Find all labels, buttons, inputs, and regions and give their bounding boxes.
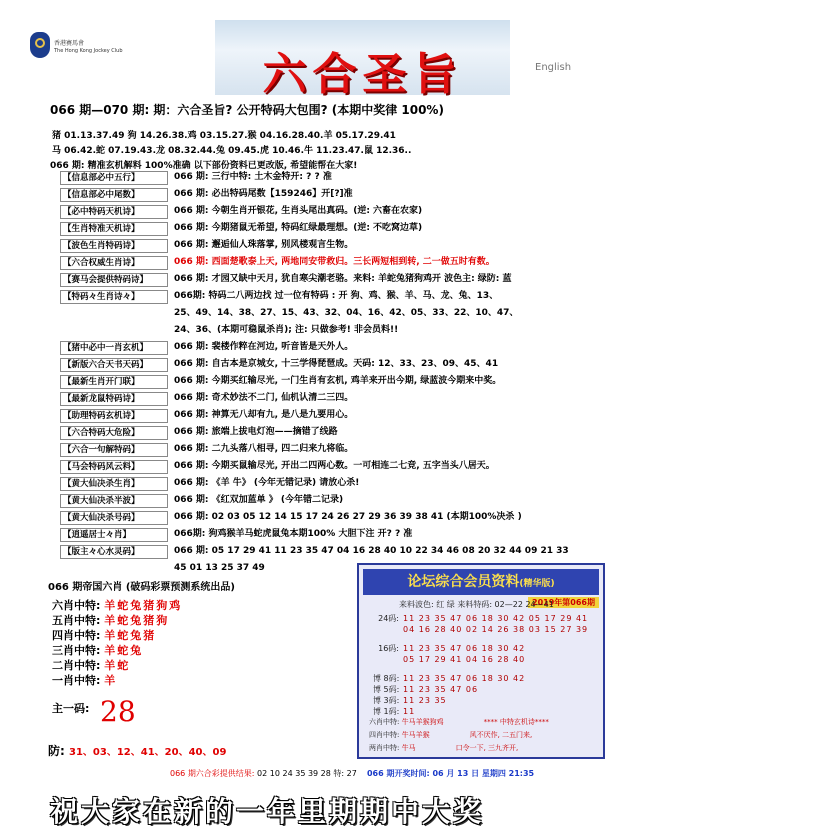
row-text: 066 期: 奇术妙法不二门, 仙机认清二三四。 [174, 393, 354, 403]
pick-value: 羊蛇兔猪狗 [104, 614, 170, 627]
row-text: 066 期: 今朝生肖开银花, 生肖头尾出真码。(逆: 六畜在农家) [174, 206, 423, 216]
pick-label: 三肖中特: [52, 644, 101, 657]
row-label: 【助理特码玄机诗】 [60, 409, 168, 423]
card-grid-values: 11 [403, 707, 416, 716]
card-title: 论坛综合会员资料 [407, 574, 520, 590]
card-grid [373, 613, 588, 717]
row-text: 066 期: 今期买红输尽光, 一门生肖有玄机, 鸡羊来开出今期, 绿蓝波今期来中奖。 [174, 376, 502, 386]
row-text: 066 期: 《羊 牛》 (今年无错记录) 请放心杀! [174, 478, 360, 488]
card-grid-label: 24码: [378, 614, 399, 623]
row-label: 【马会特码风云料】 [60, 460, 168, 474]
backup-label: 防: [48, 744, 65, 758]
row-label: 【信息部必中五行】 [60, 171, 168, 185]
card-footer-value: 牛马羊猴狗鸡 [401, 718, 444, 726]
pick-label: 二肖中特: [52, 659, 101, 672]
card-grid-row [373, 643, 588, 654]
row-label: 【版主々心水灵码】 [60, 545, 168, 559]
row-label: 【信息部必中尾数】 [60, 188, 168, 202]
card-grid-label: 16码: [378, 644, 399, 653]
card-footer-label: 四肖中特: [369, 731, 400, 739]
card-grid-values: 11 23 35 [403, 696, 447, 705]
pick-value: 羊 [104, 674, 118, 687]
card-grid-label: 博 8码: [373, 674, 400, 683]
card-year-badge: 2019年第066期 [528, 597, 599, 608]
card-grid-values: 11 23 35 47 06 18 30 42 05 17 29 41 [403, 614, 589, 623]
backup-value: 31、03、12、41、20、40、09 [69, 747, 227, 758]
card-footer-label: 六肖中特: [369, 718, 400, 726]
result-prefix: 066 期六合彩提供结果: [170, 769, 255, 778]
pick-value: 羊蛇兔猪 [104, 629, 157, 642]
row-text: 066 期: 邂逅仙人珠落掌, 别风楼观言生物。 [174, 240, 354, 250]
row-label: 【必中特码天机诗】 [60, 205, 168, 219]
card-footer-row [369, 730, 532, 740]
row-label: 【黄大仙决杀生肖】 [60, 477, 168, 491]
main-code-value: 28 [100, 695, 136, 728]
main-code-label: 主一码: [52, 702, 90, 715]
banner [215, 20, 510, 100]
result-numbers: 02 10 24 35 39 28 特: 27 [254, 769, 357, 778]
row-text: 066 期: 02 03 05 12 14 15 17 24 26 27 29 36 39 38 41 (本期100%决杀 ) [174, 512, 522, 522]
card-grid-row [373, 684, 588, 695]
row-label: 【生肖特准天机诗】 [60, 222, 168, 236]
row-label: 【六合特码大危险】 [60, 426, 168, 440]
row-label: 【六合权威生肖诗】 [60, 256, 168, 270]
zodiac-line: 猪 01.13.37.49 狗 14.26.38.鸡 03.15.27.猴 04.16.28.40.羊 05.17.29.41 [52, 131, 396, 141]
row-text: 066期: 特码二八两边找 过一位有特码 : 开 狗、鸡、猴、羊、马、龙、兔、13、 [174, 291, 499, 301]
row-text: 066 期: 三行中特: 土木金特开: ? ? 准 [174, 172, 332, 182]
card-footer-right: 口令一下, 三九齐开, [455, 744, 519, 752]
pick-label: 五肖中特: [52, 614, 101, 627]
english-link[interactable]: English [535, 62, 572, 73]
card-grid-values: 11 23 35 47 06 18 30 42 [403, 674, 526, 683]
row-text: 066 期: 今期买鼠输尽光, 开出二四两心数。一可相连二七竞, 五字当头八居天。 [174, 461, 495, 471]
row-text: 066 期: 《红双加蓝单 》 (今年错二记录) [174, 495, 344, 505]
row-label: 【特码々生肖诗々】 [60, 290, 168, 304]
row-text: 25、49、14、38、27、15、43、32、04、16、42、05、33、22、10、47、 [174, 308, 519, 318]
card-grid-row [373, 673, 588, 684]
zodiac-line: 马 06.42.蛇 07.19.43.龙 08.32.44.兔 09.45.虎 10.46.牛 11.23.47.鼠 12.36.. [52, 146, 412, 156]
member-info-card [357, 563, 605, 759]
row-text: 066 期: 必出特码尾数【159246】开[?]准 [174, 189, 353, 199]
banner-title: 六合圣旨 [262, 49, 463, 100]
row-label: 【最新龙鼠特码诗】 [60, 392, 168, 406]
row-label: 【赛马会提供特码诗】 [60, 273, 168, 287]
zodiac-pick [52, 642, 143, 658]
logo-line2: The Hong Kong Jockey Club [54, 48, 123, 54]
row-label: 【最新生肖开门联】 [60, 375, 168, 389]
jockey-club-seal-icon [30, 32, 50, 58]
card-grid-row [373, 613, 588, 624]
card-footer-label: 两肖中特: [369, 744, 400, 752]
card-grid-values: 11 23 35 47 06 [403, 685, 479, 694]
jockey-club-logo [30, 30, 140, 70]
row-text: 066 期: 神算无八却有九, 是八是九要用心。 [174, 410, 354, 420]
pick-label: 四肖中特: [52, 629, 101, 642]
card-title-small: (精华版) [519, 579, 555, 589]
card-header [363, 569, 599, 595]
card-footer-right: **** 中特玄机诗**** [483, 718, 549, 726]
card-grid-values: 04 16 28 40 02 14 26 38 03 15 27 39 [403, 625, 589, 634]
card-grid-values: 11 23 35 47 06 18 30 42 [403, 644, 526, 653]
row-text: 45 01 13 25 37 49 [174, 563, 265, 573]
card-grid-label: 博 3码: [373, 696, 400, 705]
card-footer-value: 牛马 [401, 744, 416, 752]
card-source: 来料波色: 红 绿 来料特码: 02—22 24—41 [399, 600, 554, 609]
zodiac-picks-title: 066 期帝国六肖 (破码彩票预测系统出品) [48, 582, 235, 593]
row-text: 066 期: 自古本是京城女, 十三学得琵琶成。天码: 12、33、23、09、45、41 [174, 359, 499, 369]
row-text: 066 期: 二九头落八相寻, 四二归来九将临。 [174, 444, 354, 454]
pick-label: 六肖中特: [52, 599, 101, 612]
row-text: 24、36、(本期可稳鼠杀肖); 注: 只做参考! 非会员料!! [174, 325, 399, 335]
row-text: 066 期: 05 17 29 41 11 23 35 47 04 16 28 40 10 22 34 46 08 20 32 44 09 21 33 [174, 546, 569, 556]
card-grid-label: 博 5码: [373, 685, 400, 694]
row-label: 【猪中必中一肖玄机】 [60, 341, 168, 355]
pick-value: 羊蛇兔猪狗鸡 [104, 599, 183, 612]
draw-result-line [170, 768, 534, 779]
zodiac-pick [52, 597, 182, 613]
card-footer-value: 牛马羊猴 [401, 731, 430, 739]
pick-value: 羊蛇兔 [104, 644, 144, 657]
row-text: 066 期: 裴楼作粹在河边, 听音皆是天外人。 [174, 342, 354, 352]
pick-label: 一肖中特: [52, 674, 101, 687]
card-grid-row [373, 706, 588, 717]
zodiac-pick [52, 627, 156, 643]
row-label: 【逍遥居士々肖】 [60, 528, 168, 542]
card-footer-right: 风不厌作, 二五门来, [469, 731, 533, 739]
card-grid-row [373, 654, 588, 665]
row-text: 066期: 狗鸡猴羊马蛇虎鼠兔本期100% 大胆下注 开? ? 准 [174, 529, 413, 539]
card-grid-label: 博 1码: [373, 707, 400, 716]
row-text: 066 期: 西面楚歌泰上天, 两地同安带救归。三长两短相到转, 二一做五时有数。 [174, 257, 495, 267]
row-text: 066 期: 旅端上拔电灯泡——摘错了线路 [174, 427, 338, 437]
zodiac-pick [52, 657, 130, 673]
zodiac-pick [52, 672, 117, 688]
pick-value: 羊蛇 [104, 659, 131, 672]
row-label: 【黄大仙决杀半波】 [60, 494, 168, 508]
card-grid-row [373, 624, 588, 635]
row-label: 【六合一句解特码】 [60, 443, 168, 457]
row-text: 066 期: 今期猪鼠无希望, 特码红绿最理想。(逆: 不吃窝边草) [174, 223, 423, 233]
card-grid-row [373, 695, 588, 706]
draw-time: 066 期开奖时间: 06 月 13 日 星期四 21:35 [366, 769, 535, 778]
row-label: 【波色生肖特码诗】 [60, 239, 168, 253]
card-grid-values: 05 17 29 41 04 16 28 40 [403, 655, 526, 664]
zodiac-pick [52, 612, 169, 628]
row-label: 【黄大仙决杀号码】 [60, 511, 168, 525]
card-footer-row [369, 717, 549, 727]
backup-codes [48, 742, 226, 759]
row-label: 【新版六合天书天码】 [60, 358, 168, 372]
slogan: 祝大家在新的一年里期期中大奖 [50, 795, 485, 828]
card-footer-row [369, 743, 518, 753]
headline: 066 期—070 期: 期：六合圣旨? 公开特码大包围? (本期中奖律 100%) [50, 103, 444, 117]
row-text: 066 期: 才园又缺中天月, 犹自寒尖潮老骆。来料: 羊蛇兔猪狗鸡开 波色主: 绿防: 蓝 [174, 274, 512, 284]
notice-line: 066 期: 精准玄机解料 100%准确 以下部份资料已更改版, 希望能帮在大家! [50, 161, 358, 171]
logo-line1: 香港賽馬會 [54, 40, 85, 47]
